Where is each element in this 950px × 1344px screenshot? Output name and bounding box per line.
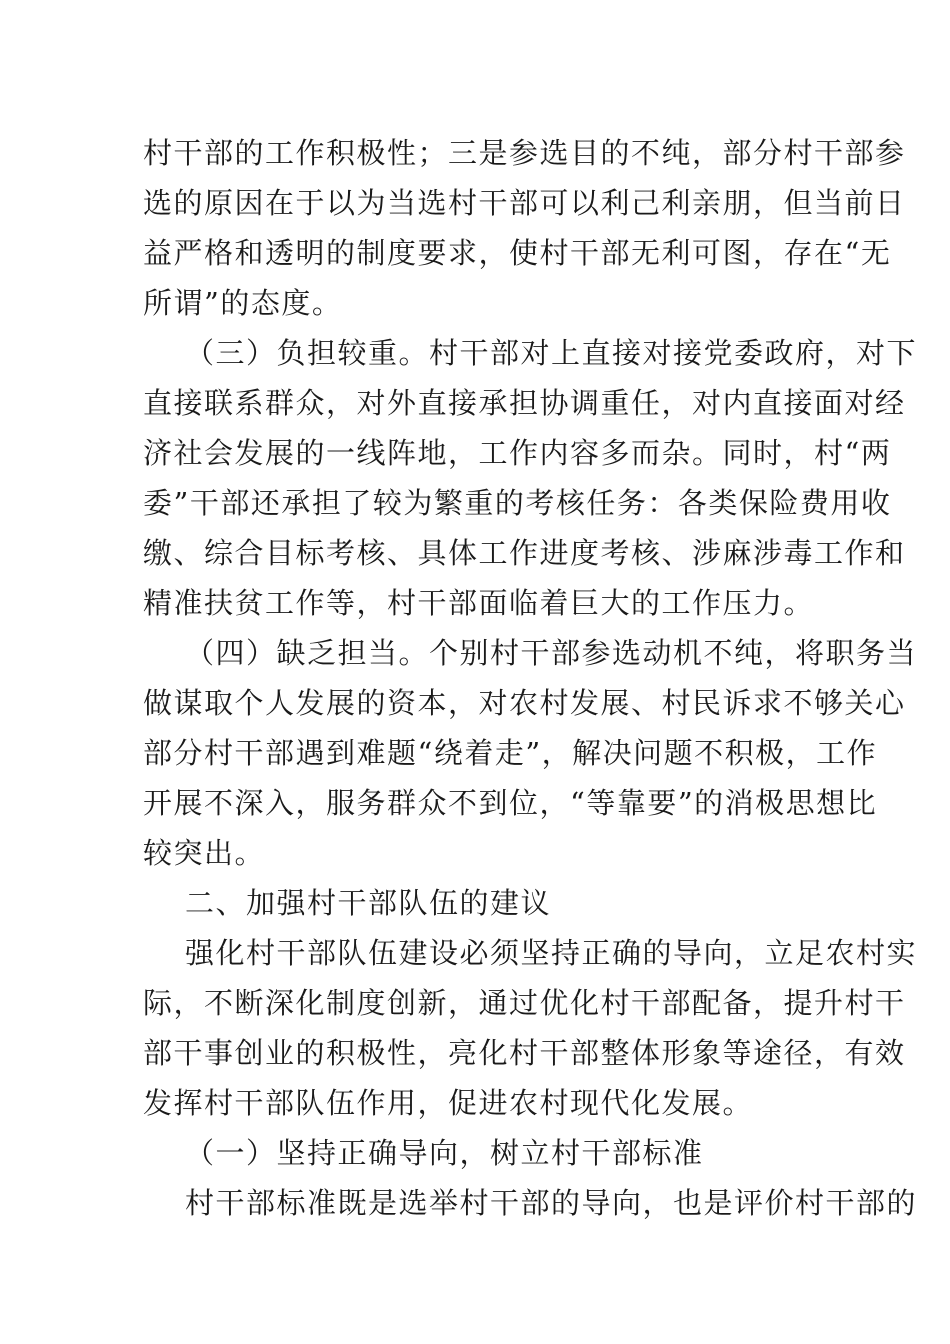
- text-line: 委”干部还承担了较为繁重的考核任务：各类保险费用收: [143, 486, 892, 520]
- text-line: 部干事创业的积极性，亮化村干部整体形象等途径，有效: [143, 1036, 906, 1070]
- text-line: 村干部标准既是选举村干部的导向，也是评价村干部的: [185, 1186, 918, 1220]
- text-line: 济社会发展的一线阵地，工作内容多而杂。同时，村“两: [143, 436, 892, 470]
- text-line: 所谓”的态度。: [143, 286, 343, 320]
- text-line: （四）缺乏担当。个别村干部参选动机不纯，将职务当: [185, 636, 918, 670]
- text-line: 选的原因在于以为当选村干部可以利己利亲朋，但当前日: [143, 186, 906, 220]
- text-line: 开展不深入，服务群众不到位，“等靠要”的消极思想比: [143, 786, 878, 820]
- text-line: 做谋取个人发展的资本，对农村发展、村民诉求不够关心: [143, 686, 906, 720]
- text-line: 强化村干部队伍建设必须坚持正确的导向，立足农村实: [185, 936, 918, 970]
- text-line: 部分村干部遇到难题“绕着走”，解决问题不积极，工作: [143, 736, 878, 770]
- section-heading: 二、加强村干部队伍的建议: [185, 886, 552, 920]
- paragraph-continuation: [143, 128, 918, 1228]
- text-line: 直接联系群众，对外直接承担协调重任，对内直接面对经: [143, 386, 906, 420]
- text-line: 精准扶贫工作等，村干部面临着巨大的工作压力。: [143, 586, 815, 620]
- subsection-heading: （一）坚持正确导向，树立村干部标准: [185, 1136, 704, 1170]
- text-line: 发挥村干部队伍作用，促进农村现代化发展。: [143, 1086, 754, 1120]
- text-line: 益严格和透明的制度要求，使村干部无利可图，存在“无: [143, 236, 892, 270]
- text-line: （三）负担较重。村干部对上直接对接党委政府，对下: [185, 336, 918, 370]
- text-line: 较突出。: [143, 836, 266, 870]
- text-line: 村干部的工作积极性；三是参选目的不纯，部分村干部参: [143, 136, 906, 170]
- text-line: 际，不断深化制度创新，通过优化村干部配备，提升村干: [143, 986, 906, 1020]
- text-line: 缴、综合目标考核、具体工作进度考核、涉麻涉毒工作和: [143, 536, 906, 570]
